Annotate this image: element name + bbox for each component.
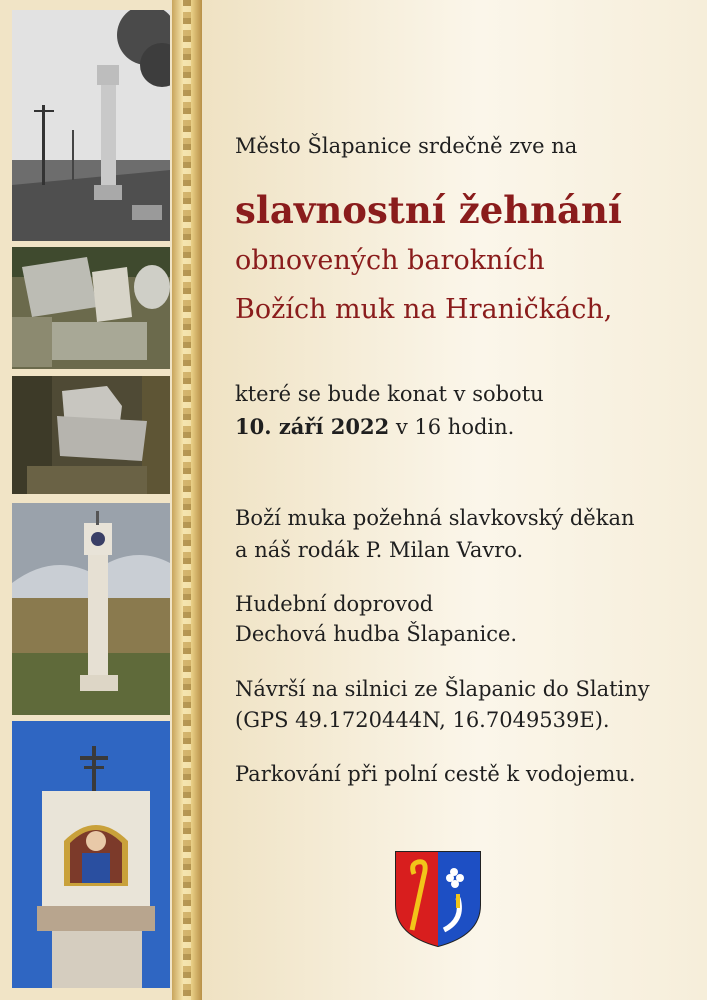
event-title: slavnostní žehnání [235, 188, 622, 232]
parking-text: Parkování při polní cestě k vodojemu. [235, 762, 636, 786]
event-date: 10. září 2022 [235, 414, 390, 439]
carved-stone-photo [12, 376, 170, 494]
blessing-line2: a náš rodák P. Milan Vavro. [235, 538, 524, 562]
music-line2: Dechová hudba Šlapanice. [235, 622, 518, 646]
location-gps: (GPS 49.1720444N, 16.7049539E). [235, 708, 610, 732]
music-line1: Hudební doprovod [235, 592, 434, 616]
event-time: v 16 hodin. [389, 415, 515, 439]
date-time [235, 414, 514, 439]
ornamental-border-pattern [183, 0, 191, 1000]
intro-text: Město Šlapanice srdečně zve na [235, 134, 578, 158]
restored-column-photo [12, 503, 170, 715]
stone-fragments-photo [12, 247, 170, 369]
event-subtitle-line1: obnovených barokních [235, 245, 545, 276]
shrine-painting-photo [12, 721, 170, 988]
location-line1: Návrší na silnici ze Šlapanic do Slatiny [235, 677, 650, 701]
coat-of-arms-icon [394, 850, 482, 948]
event-subtitle-line2: Božích muk na Hraničkách, [235, 294, 613, 325]
blessing-line1: Boží muka požehná slavkovský děkan [235, 506, 635, 530]
historic-shrine-photo [12, 10, 170, 241]
when-text: které se bude konat v sobotu [235, 382, 544, 406]
